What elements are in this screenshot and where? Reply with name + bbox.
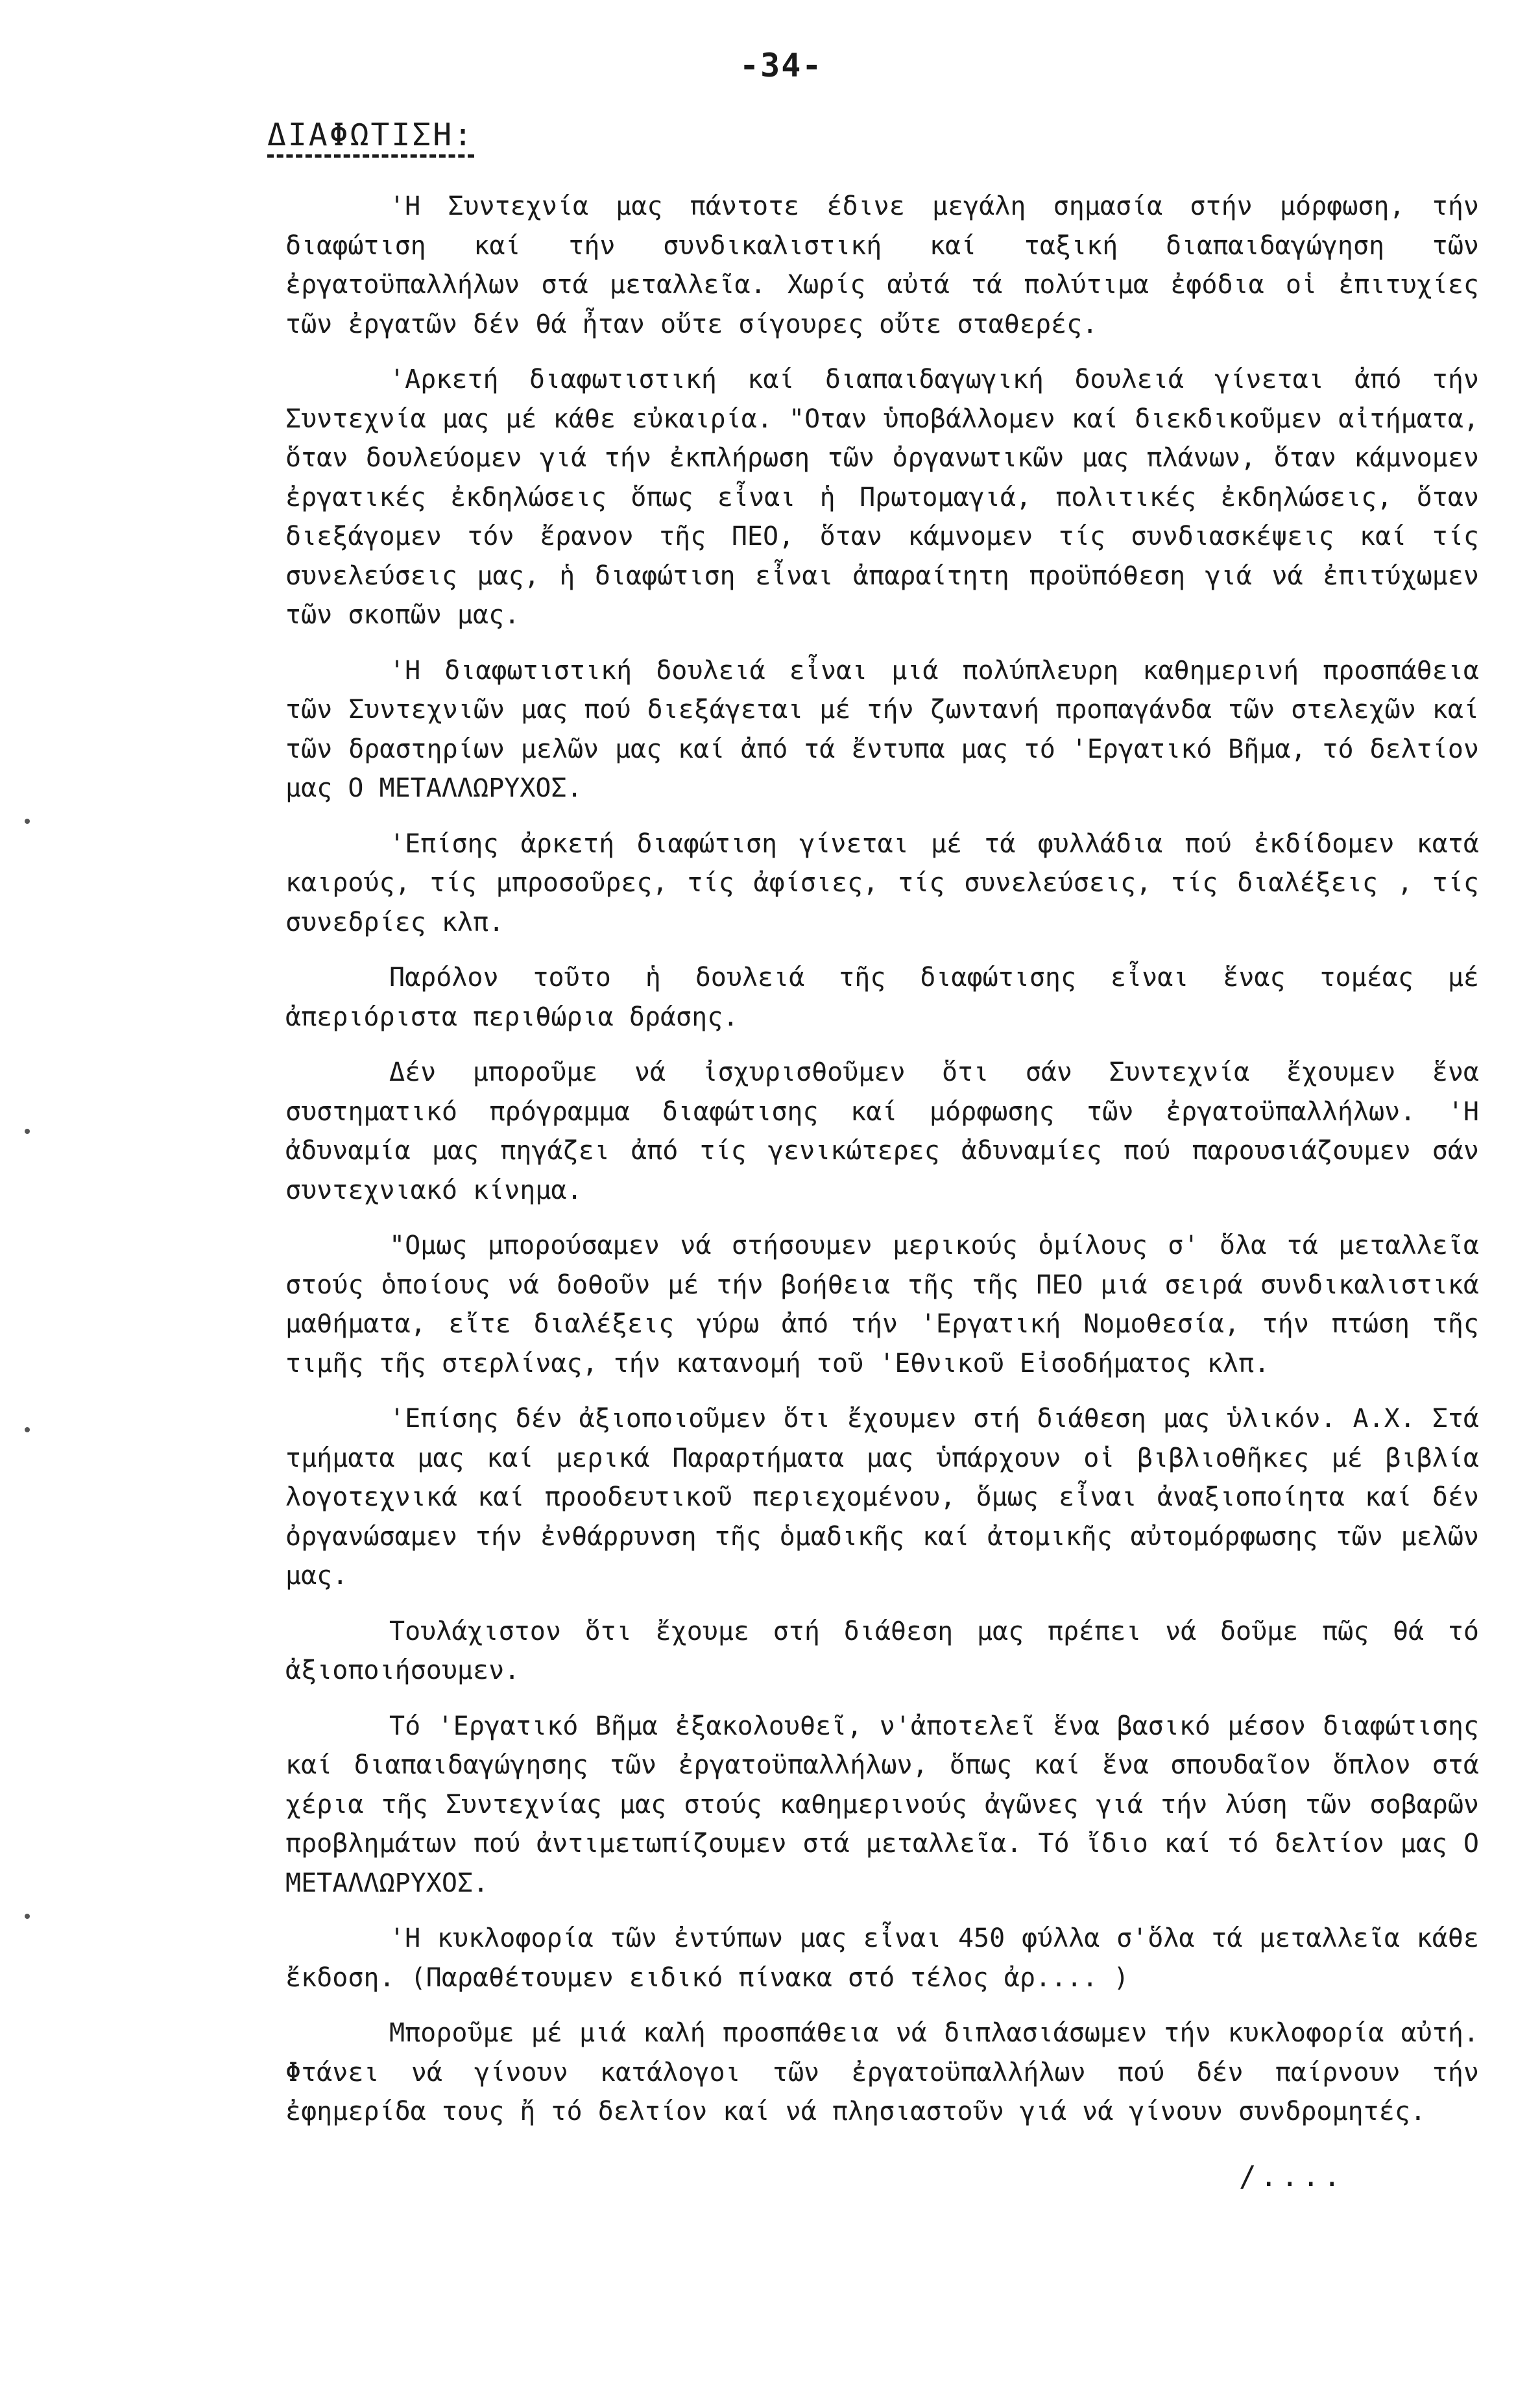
- margin-dot: [25, 1427, 30, 1432]
- margin-dot: [25, 1914, 30, 1919]
- paragraph: 'Επίσης ἀρκετή διαφώτιση γίνεται μέ τά φυλλάδια πού ἐκδίδομεν κατά καιρούς, τίς μπροσοῦρες, τίς ἀφίσιες, τίς συνελεύσεις, τίς διαλέξεις , τίς συνεδρίες κλπ.: [285, 828, 1479, 937]
- margin-dot: [25, 819, 30, 824]
- page-number: -34-: [740, 47, 823, 84]
- paragraph: Τό 'Εργατικό Βῆμα ἐξακολουθεῖ, ν'ἀποτελεῖ ἕνα βασικό μέσον διαφώτισης καί διαπαιδαγώγησης τῶν ἐργατοϋπαλλήλων, ὅπως καί ἕνα σπουδαῖον ὅπλον στά χέρια τῆς Συντεχνίας μας στούς καθημερινούς ἀγῶνες γιά τήν λύση τῶν σοβαρῶν προβλημάτων πού ἀντιμετωπίζουμεν στά μεταλλεῖα. Τό ἴδιο καί τό δελτίον μας Ο ΜΕΤΑΛΛΩΡΥΧΟΣ.: [285, 1711, 1479, 1898]
- paragraph: 'Η κυκλοφορία τῶν ἐντύπων μας εἶναι 450 φύλλα σ'ὅλα τά μεταλλεῖα κάθε ἔκδοση. (Παραθέτουμεν ειδικό πίνακα στό τέλος ἀρ.... ): [285, 1923, 1479, 1993]
- section-heading: ΔΙΑΦΩΤΙΣΗ:: [267, 117, 474, 158]
- paragraph: 'Η διαφωτιστική δουλειά εἶναι μιά πολύπλευρη καθημερινή προσπάθεια τῶν Συντεχνιῶν μας πού διεξάγεται μέ τήν ζωντανή προπαγάνδα τῶν στελεχῶν καί τῶν δραστηρίων μελῶν μας καί ἀπό τά ἔντυπα μας τό 'Εργατικό Βῆμα, τό δελτίον μας Ο ΜΕΤΑΛΛΩΡΥΧΟΣ.: [285, 655, 1479, 803]
- paragraph: 'Η Συντεχνία μας πάντοτε έδινε μεγάλη σημασία στήν μόρφωση, τήν διαφώτιση καί τήν συνδικαλιστική καί ταξική διαπαιδαγώγηση τῶν ἐργατοϋπαλλήλων στά μεταλλεῖα. Χωρίς αὐτά τά πολύτιμα ἐφόδια οἱ ἐπιτυχίες τῶν ἐργατῶν δέν θά ἦταν οὔτε σίγουρες οὔτε σταθερές.: [285, 191, 1479, 339]
- paragraph: Δέν μποροῦμε νά ἰσχυρισθοῦμεν ὅτι σάν Συντεχνία ἔχουμεν ἕνα συστηματικό πρόγραμμα διαφώτισης καί μόρφωσης τῶν ἐργατοϋπαλλήλων. 'Η ἀδυναμία μας πηγάζει ἀπό τίς γενικώτερες ἀδυναμίες πού παρουσιάζουμεν σάν συντεχνιακό κίνημα.: [285, 1057, 1479, 1205]
- paragraph: Μποροῦμε μέ μιά καλή προσπάθεια νά διπλασιάσωμεν τήν κυκλοφορία αὐτή. Φτάνει νά γίνουν κατάλογοι τῶν ἐργατοϋπαλλήλων πού δέν παίρνουν τήν ἐφημερίδα τους ἤ τό δελτίον καί νά πλησιαστοῦν γιά νά γίνουν συνδρομητές.: [285, 2018, 1479, 2126]
- margin-dot: [25, 1129, 30, 1134]
- paragraph: 'Αρκετή διαφωτιστική καί διαπαιδαγωγική δουλειά γίνεται ἀπό τήν Συντεχνία μας μέ κάθε εὐκαιρία. "Οταν ὑποβάλλομεν καί διεκδικοῦμεν αἰτήματα, ὅταν δουλεύομεν γιά τήν ἐκπλήρωση τῶν ὀργανωτικῶν μας πλάνων, ὅταν κάμνομεν ἐργατικές ἐκδηλώσεις ὅπως εἶναι ἡ Πρωτομαγιά, πολιτικές ἐκδηλώσεις, ὅταν διεξάγομεν τόν ἔρανον τῆς ΠΕΟ, ὅταν κάμνομεν τίς συνδιασκέψεις καί τίς συνελεύσεις μας, ἡ διαφώτιση εἶναι ἀπαραίτητη προϋπόθεση γιά νά ἐπιτύχωμεν τῶν σκοπῶν μας.: [285, 365, 1479, 630]
- paragraph: 'Επίσης δέν ἀξιοποιοῦμεν ὅτι ἔχουμεν στή διάθεση μας ὑλικόν. Α.Χ. Στά τμήματα μας καί μερικά Παραρτήματα μας ὑπάρχουν οἱ βιβλιοθῆκες μέ βιβλία λογοτεχνικά καί προοδευτικοῦ περιεχομένου, ὅμως εἶναι ἀναξιοποίητα καί δέν ὀργανώσαμεν τήν ἐνθάρρυνση τῆς ὁμαδικῆς καί ἀτομικῆς αὐτομόρφωσης τῶν μελῶν μας.: [285, 1404, 1479, 1591]
- paragraph: Παρόλον τοῦτο ἡ δουλειά τῆς διαφώτισης εἶναι ἕνας τομέας μέ ἀπεριόριστα περιθώρια δράσης.: [285, 963, 1479, 1032]
- document-body: [285, 187, 1479, 2148]
- continuation-mark: /....: [1239, 2160, 1345, 2193]
- paragraph: "Ομως μπορούσαμεν νά στήσουμεν μερικούς ὁμίλους σ' ὅλα τά μεταλλεῖα στούς ὁποίους νά δοθοῦν μέ τήν βοήθεια τῆς τῆς ΠΕΟ μιά σειρά συνδικαλιστικά μαθήματα, εἴτε διαλέξεις γύρω ἀπό τήν 'Εργατική Νομοθεσία, τήν πτώση τῆς τιμῆς τῆς στερλίνας, τήν κατανομή τοῦ 'Εθνικοῦ Εἰσοδήματος κλπ.: [285, 1231, 1479, 1379]
- paragraph: Τουλάχιστον ὅτι ἔχουμε στή διάθεση μας πρέπει νά δοῦμε πῶς θά τό ἀξιοποιήσουμεν.: [285, 1616, 1479, 1685]
